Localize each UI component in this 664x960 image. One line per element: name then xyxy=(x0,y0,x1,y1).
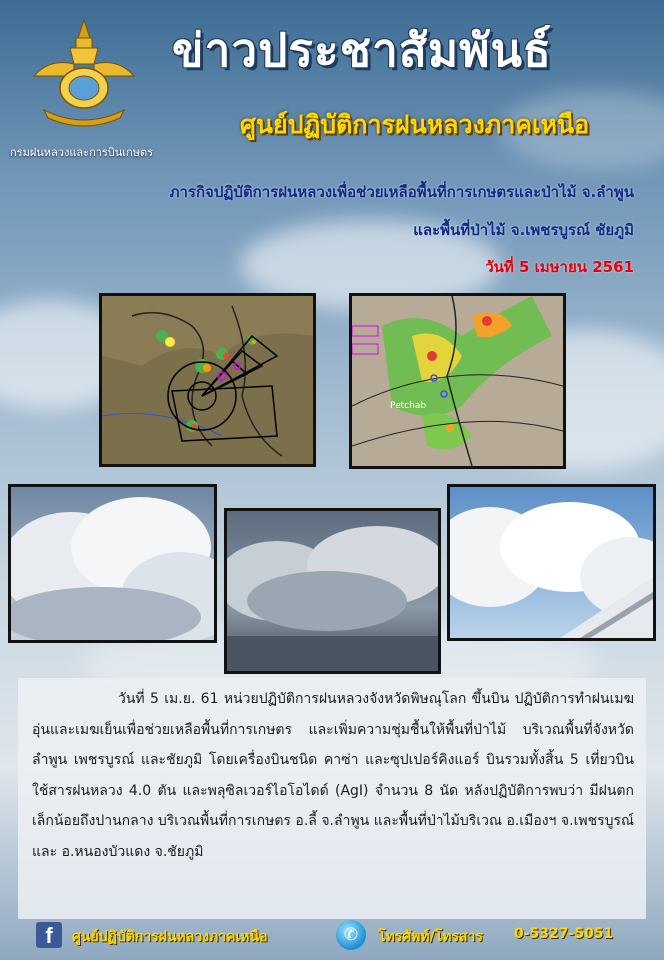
radar-place-label: Petchab xyxy=(390,401,427,411)
news-body xyxy=(18,678,646,919)
cloud-photo-1 xyxy=(8,484,217,643)
logo-caption: กรมฝนหลวงและการบินเกษตร xyxy=(10,146,154,159)
news-paragraph: วันที่ 5 เม.ย. 61 หน่วยปฏิบัติการฝนหลวงจังหวัดพิษณุโลก ขึ้นบิน ปฏิบัติการทำฝนเมฆอุ่นและเมฆเย็นเพื่อช่วยเหลือพื้นที่การเกษตร และเพิ่มความชุ่มชื้นให้พื้นที่ป่าไม้ บริเวณพื้นที่จังหวัดลำพูน เพชรบูรณ์ และชัยภูมิ โดยเครื่องบินชนิด คาซ่า และซุปเปอร์คิงแอร์ บินรวมทั้งสิ้น 5 เที่ยวบิน ใช้สารฝนหลวง 4.0 ตัน และพลุซิลเวอร์ไอโอไดด์ (AgI) จำนวน 8 นัด หลังปฏิบัติการพบว่า มีฝนตกเล็กน้อยถึงปานกลาง บริเวณพื้นที่การเกษตร อ.ลี้ จ.ลำพูน และพื้นที่ป่าไม้บริเวณ อ.เมืองฯ จ.เพชรบูรณ์ และ อ.หนองบัวแดง จ.ชัยภูมิ xyxy=(32,691,634,860)
cloud-photo-2 xyxy=(224,508,441,674)
radar-image-phetchabun xyxy=(349,293,566,469)
center-name: ศูนย์ปฏิบัติการฝนหลวงภาคเหนือ xyxy=(240,110,590,139)
facebook-page-link[interactable]: ศูนย์ปฏิบัติการฝนหลวงภาคเหนือ xyxy=(72,929,268,945)
page-title: ข่าวประชาสัมพันธ์ xyxy=(172,23,553,77)
contact-footer xyxy=(0,920,664,960)
department-logo xyxy=(30,18,138,130)
phone-icon: ✆ xyxy=(336,920,366,950)
cloud-photo-3 xyxy=(447,484,656,641)
mission-line-1: ภารกิจปฏิบัติการฝนหลวงเพื่อช่วยเหลือพื้นที่การเกษตรและป่าไม้ จ.ลำพูน xyxy=(169,183,634,201)
phone-label: โทรศัพท์/โทรสาร xyxy=(378,929,483,945)
facebook-icon[interactable]: f xyxy=(36,922,62,948)
radar-image-lamphun xyxy=(99,293,316,467)
phone-number: 0-5327-5051 xyxy=(514,926,614,942)
mission-line-2: และพื้นที่ป่าไม้ จ.เพชรบูรณ์ ชัยภูมิ xyxy=(413,221,634,239)
mission-date: วันที่ 5 เมษายน 2561 xyxy=(485,258,634,276)
